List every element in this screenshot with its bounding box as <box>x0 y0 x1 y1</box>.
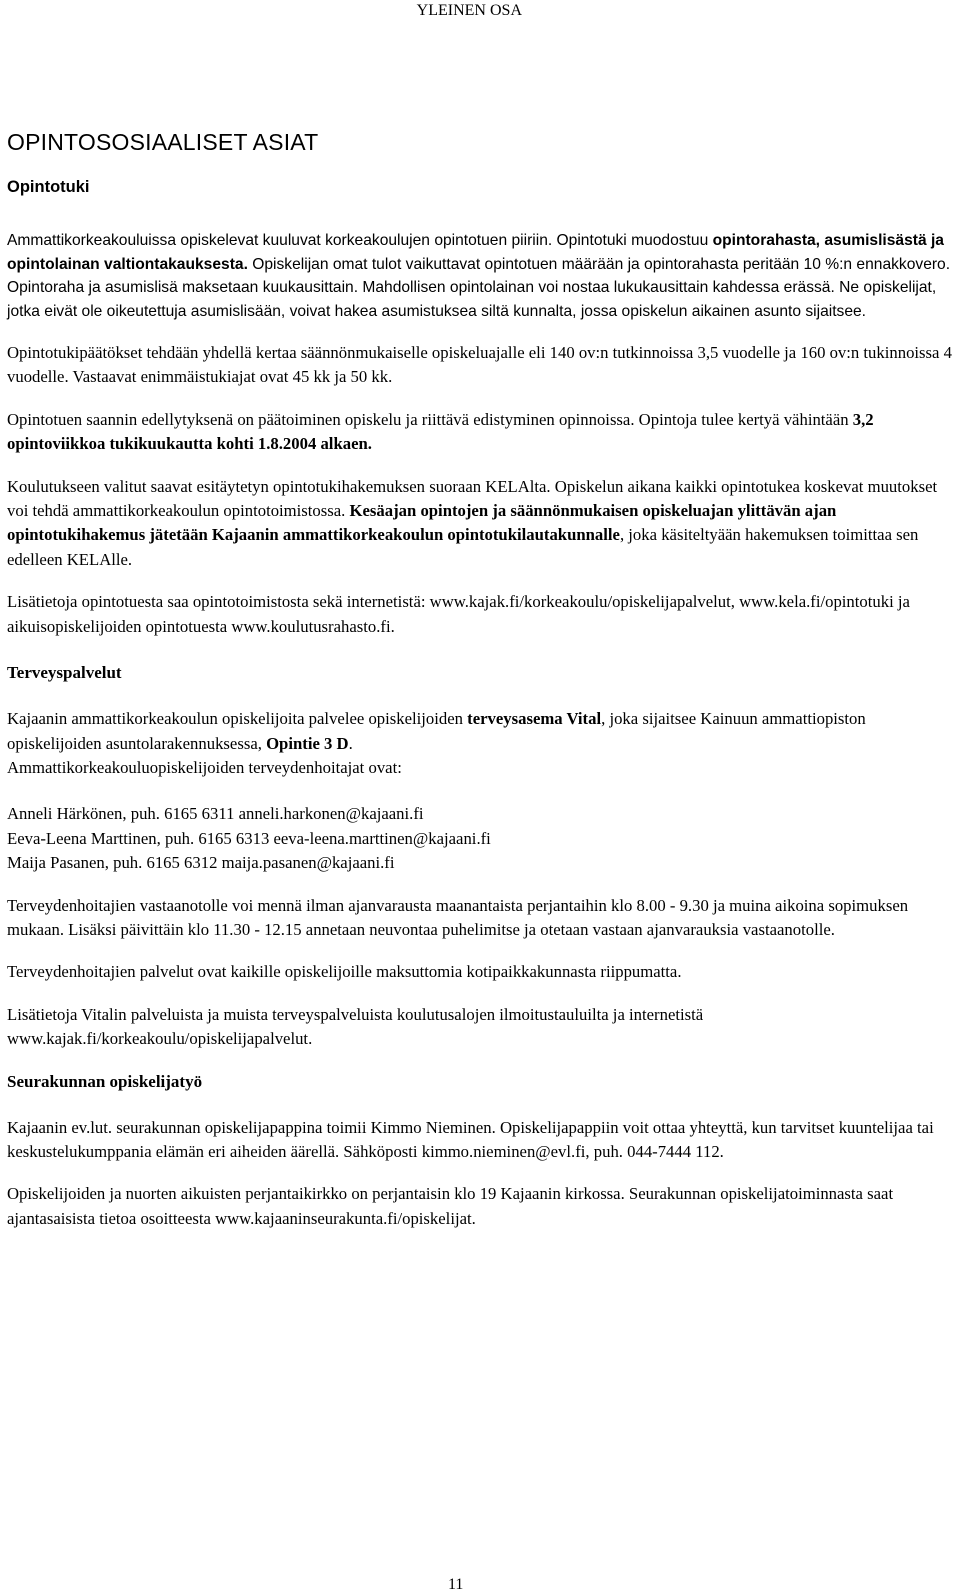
page-number: 11 <box>448 1576 464 1593</box>
text-run: , joka sijaitsee Kainuun ammattiopiston opiskelijoiden asuntolarakennuksessa, <box>7 709 866 753</box>
running-header: YLEINEN OSA <box>416 2 522 19</box>
text-run: Kajaanin ammattikorkeakoulun opiskelijoita palvelee opiskelijoiden <box>7 709 468 729</box>
text-run-bold: terveysasema Vital <box>467 709 602 729</box>
text-run: , joka käsiteltyään hakemuksen toimittaa sen edelleen KELAlle. <box>7 525 919 569</box>
section-heading-seurakunta: Seurakunnan opiskelijatyö <box>7 1071 203 1091</box>
text-run: Opintotukipäätökset tehdään yhdellä kertaa säännönmukaiselle opiskeluajalle eli 140 ov:n tutkinnoissa 3,5 vuodelle ja 160 ov:n tukinnoissa 4 vuodelle. Vastaavat enimmäistukiajat ovat 45 kk ja 50 kk. <box>7 343 952 387</box>
text-run: . <box>348 733 353 753</box>
text-run-bold: 3,2 opintoviikkoa tukikuukautta kohti 1.8.2004 alkaen. <box>7 409 874 454</box>
text-run: Ammattikorkeakouluopiskelijoiden terveydenhoitajat ovat: <box>7 757 402 777</box>
paragraph-terveys-2 <box>7 894 955 943</box>
text-run: Opiskelijoiden ja nuorten aikuisten perjantaikirkko on perjantaisin klo 19 Kajaanin kirkossa. Seurakunnan opiskelijatoiminnasta saat ajantasaisista tietoa osoitteesta www.kajaaninseurakunta.fi/opiskelijat. <box>7 1184 894 1228</box>
list-item: Eeva-Leena Marttinen, puh. 6165 6313 eeva-leena.marttinen@kajaani.fi <box>7 828 491 848</box>
paragraph-opintotuki-2 <box>7 341 955 390</box>
text-run-bold: Kesäajan opintojen ja säännönmukaisen opiskeluajan ylittävän ajan opintotukihakemus jätetään Kajaanin ammattikorkeakoulun opintotukilautakunnalle <box>7 501 837 545</box>
text-run: Lisätietoja opintotuesta saa opintotoimistosta sekä internetistä: www.kajak.fi/korkeakoulu/opiskelijapalvelut, www.kela.fi/opintotuki ja aikuisopiskelijoiden opintotuesta www.koulutusrahasto.fi. <box>7 592 910 636</box>
list-item: Anneli Härkönen, puh. 6165 6311 anneli.harkonen@kajaani.fi <box>7 804 424 824</box>
document-body <box>7 176 955 1231</box>
paragraph-opintotuki-5 <box>7 590 955 639</box>
text-run: Opintotuen saannin edellytyksenä on päätoiminen opiskelu ja riittävä edistyminen opinnoissa. Opintoja tulee kertyä vähintään <box>7 409 853 429</box>
section-heading-opintotuki: Opintotuki <box>7 178 90 196</box>
paragraph-terveys-1 <box>7 707 955 780</box>
paragraph-terveys-3 <box>7 960 955 984</box>
document-title: OPINTOSOSIAALISET ASIAT <box>7 129 319 155</box>
text-run: Terveydenhoitajien vastaanotolle voi mennä ilman ajanvarausta maanantaista perjantaihin klo 8.00 - 9.30 ja muina aikoina sopimuksen mukaan. Lisäksi päivittäin klo 11.30 - 12.15 annetaan neuvontaa puhelimitse ja otetaan vastaan ajanvarauksia vastaanotolle. <box>7 895 909 939</box>
text-run-bold: opintorahasta, asumislisästä ja opintolainan valtiontakauksesta. <box>7 232 944 273</box>
text-run-bold: Opintie 3 D <box>266 733 349 753</box>
paragraph-opintotuki-4 <box>7 475 955 573</box>
paragraph-terveys-4 <box>7 1003 955 1052</box>
text-run: Ammattikorkeakouluissa opiskelevat kuuluvat korkeakoulujen opintotuen piiriin. Opintotuki muodostuu <box>7 232 713 250</box>
text-run: Opiskelijan omat tulot vaikuttavat opintotuen määrään ja opintorahasta peritään 10 %:n ennakkovero. Opintoraha ja asumislisä maksetaan kuukausittain. Mahdollisen opintolainan voi nostaa lukukausittain kahdessa erässä. Ne opiskelijat, jotka eivät ole oikeutettuja asumislisään, voivat hakea asumistuksea siltä kunnalta, jossa opiskelun aikainen asunto sijaitsee. <box>7 255 951 320</box>
text-run: Terveydenhoitajien palvelut ovat kaikille opiskelijoille maksuttomia kotipaikkakunnasta riippumatta. <box>7 962 682 982</box>
paragraph-seurakunta-1 <box>7 1116 955 1165</box>
paragraph-seurakunta-2 <box>7 1182 955 1231</box>
text-run: Lisätietoja Vitalin palveluista ja muista terveyspalveluista koulutusalojen ilmoitustauluilta ja internetistä www.kajak.fi/korkeakoulu/opiskelijapalvelut. <box>7 1004 704 1049</box>
contact-list <box>7 802 955 875</box>
section-heading-terveyspalvelut: Terveyspalvelut <box>7 663 122 683</box>
list-item: Maija Pasanen, puh. 6165 6312 maija.pasanen@kajaani.fi <box>7 853 395 873</box>
text-run: Koulutukseen valitut saavat esitäytetyn opintotukihakemuksen suoraan KELAlta. Opiskelun aikana kaikki opintotukea koskevat muutokset voi tehdä ammattikorkeakoulun opintotoimistossa. <box>7 476 938 521</box>
text-run: Kajaanin ev.lut. seurakunnan opiskelijapappina toimii Kimmo Nieminen. Opiskelijapappiin voit ottaa yhteyttä, kun tarvitset kuuntelijaa tai keskustelukumppania elämän eri aiheiden äärellä. Sähköposti kimmo.nieminen@evl.fi, puh. 044-7444 112. <box>7 1117 934 1161</box>
paragraph-opintotuki-1 <box>7 229 955 323</box>
paragraph-opintotuki-3 <box>7 408 955 457</box>
